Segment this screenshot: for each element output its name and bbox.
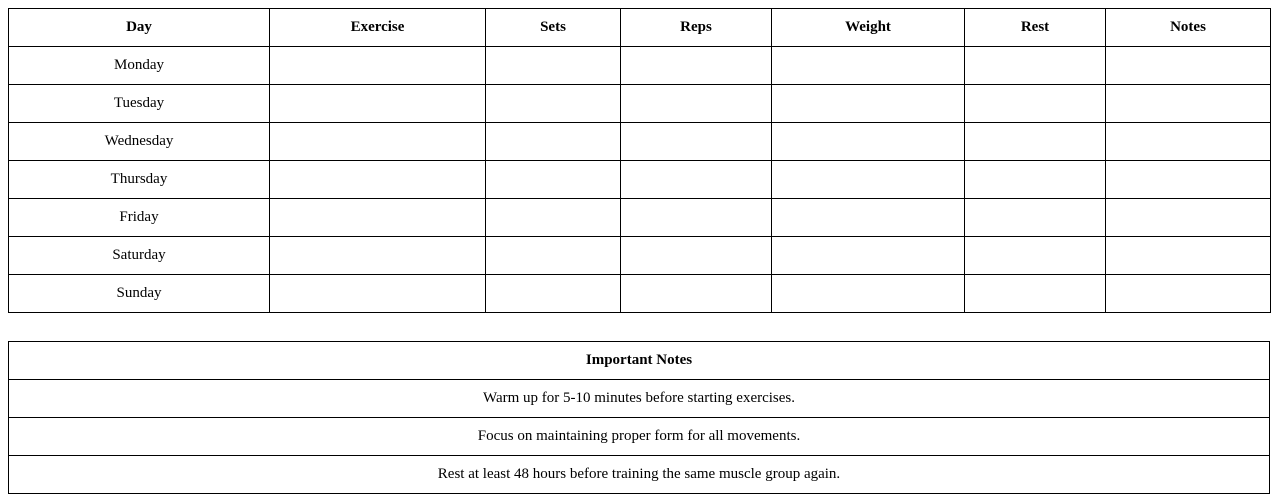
reps-cell bbox=[621, 123, 772, 161]
column-header-day: Day bbox=[9, 9, 270, 47]
exercise-cell bbox=[270, 47, 486, 85]
table-row bbox=[9, 123, 1271, 161]
reps-cell bbox=[621, 199, 772, 237]
table-row bbox=[9, 85, 1271, 123]
reps-cell bbox=[621, 275, 772, 313]
rest-cell bbox=[965, 275, 1106, 313]
exercise-cell bbox=[270, 199, 486, 237]
note-item: Focus on maintaining proper form for all movements. bbox=[9, 418, 1270, 456]
rest-cell bbox=[965, 47, 1106, 85]
weight-cell bbox=[772, 85, 965, 123]
sets-cell bbox=[486, 199, 621, 237]
note-item: Rest at least 48 hours before training the same muscle group again. bbox=[9, 456, 1270, 494]
sets-cell bbox=[486, 47, 621, 85]
notes-cell bbox=[1106, 199, 1271, 237]
notes-header-row bbox=[9, 342, 1270, 380]
note-item: Warm up for 5-10 minutes before starting exercises. bbox=[9, 380, 1270, 418]
rest-cell bbox=[965, 123, 1106, 161]
column-header-sets: Sets bbox=[486, 9, 621, 47]
table-row bbox=[9, 275, 1271, 313]
weight-cell bbox=[772, 161, 965, 199]
sets-cell bbox=[486, 85, 621, 123]
table-row bbox=[9, 380, 1270, 418]
day-cell: Thursday bbox=[9, 161, 270, 199]
day-cell: Saturday bbox=[9, 237, 270, 275]
column-header-exercise: Exercise bbox=[270, 9, 486, 47]
sets-cell bbox=[486, 161, 621, 199]
table-row bbox=[9, 237, 1271, 275]
exercise-cell bbox=[270, 161, 486, 199]
notes-cell bbox=[1106, 275, 1271, 313]
weight-cell bbox=[772, 199, 965, 237]
exercise-cell bbox=[270, 123, 486, 161]
weight-cell bbox=[772, 275, 965, 313]
notes-cell bbox=[1106, 237, 1271, 275]
table-row bbox=[9, 161, 1271, 199]
table-row bbox=[9, 456, 1270, 494]
table-row bbox=[9, 47, 1271, 85]
important-notes-table bbox=[8, 341, 1270, 494]
column-header-reps: Reps bbox=[621, 9, 772, 47]
reps-cell bbox=[621, 161, 772, 199]
workout-schedule-table bbox=[8, 8, 1271, 313]
day-cell: Monday bbox=[9, 47, 270, 85]
day-cell: Wednesday bbox=[9, 123, 270, 161]
column-header-notes: Notes bbox=[1106, 9, 1271, 47]
notes-title: Important Notes bbox=[9, 342, 1270, 380]
table-row bbox=[9, 199, 1271, 237]
exercise-cell bbox=[270, 85, 486, 123]
notes-cell bbox=[1106, 47, 1271, 85]
rest-cell bbox=[965, 85, 1106, 123]
notes-cell bbox=[1106, 85, 1271, 123]
sets-cell bbox=[486, 123, 621, 161]
exercise-cell bbox=[270, 275, 486, 313]
reps-cell bbox=[621, 237, 772, 275]
notes-cell bbox=[1106, 123, 1271, 161]
table-header-row bbox=[9, 9, 1271, 47]
day-cell: Tuesday bbox=[9, 85, 270, 123]
rest-cell bbox=[965, 237, 1106, 275]
day-cell: Sunday bbox=[9, 275, 270, 313]
weight-cell bbox=[772, 47, 965, 85]
reps-cell bbox=[621, 85, 772, 123]
reps-cell bbox=[621, 47, 772, 85]
weight-cell bbox=[772, 237, 965, 275]
notes-cell bbox=[1106, 161, 1271, 199]
rest-cell bbox=[965, 199, 1106, 237]
sets-cell bbox=[486, 237, 621, 275]
day-cell: Friday bbox=[9, 199, 270, 237]
sets-cell bbox=[486, 275, 621, 313]
exercise-cell bbox=[270, 237, 486, 275]
column-header-weight: Weight bbox=[772, 9, 965, 47]
column-header-rest: Rest bbox=[965, 9, 1106, 47]
rest-cell bbox=[965, 161, 1106, 199]
weight-cell bbox=[772, 123, 965, 161]
table-row bbox=[9, 418, 1270, 456]
